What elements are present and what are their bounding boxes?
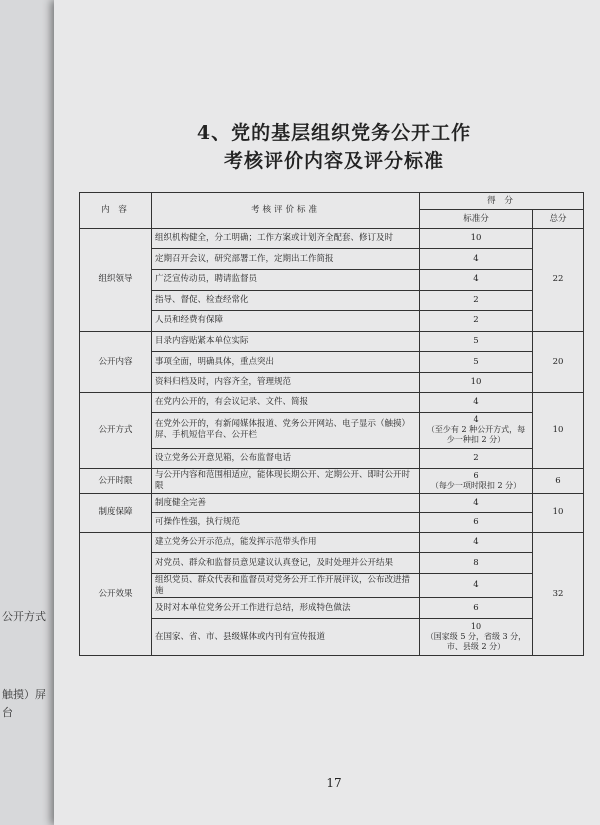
standard-score: 6 <box>473 470 479 480</box>
header-standard: 标准分 <box>420 210 533 228</box>
criteria-cell: 及时对本单位党务公开工作进行总结，形成特色做法 <box>152 598 420 619</box>
criteria-cell: 定期召开会议，研究部署工作，定期出工作简报 <box>152 249 420 270</box>
standard-score: 4 <box>420 532 533 553</box>
group-name: 制度保障 <box>80 493 152 532</box>
underlying-text: 台 <box>2 706 13 719</box>
group-total: 10 <box>533 393 584 469</box>
group-name: 公开时限 <box>80 469 152 494</box>
group-total: 32 <box>533 532 584 655</box>
criteria-cell: 在国家、省、市、县级媒体或内刊有宣传报道 <box>152 618 420 655</box>
standard-score: 4 <box>420 493 533 513</box>
criteria-cell: 人员和经费有保障 <box>152 311 420 332</box>
underlying-text: 公开方式 <box>2 610 46 623</box>
table-row <box>80 412 584 448</box>
table-row <box>80 269 584 290</box>
criteria-cell: 广泛宣传动员，聘请监督员 <box>152 269 420 290</box>
score-note: （每少一项时限扣 2 分） <box>430 480 522 490</box>
table-row <box>80 573 584 598</box>
standard-score: 4 <box>420 393 533 413</box>
table-row <box>80 553 584 574</box>
criteria-cell: 指导、督促、检查经常化 <box>152 290 420 311</box>
standard-score: 10 <box>470 621 482 631</box>
standard-score: 2 <box>420 448 533 469</box>
standard-score: 5 <box>420 352 533 373</box>
standard-score: 6 <box>420 598 533 619</box>
standard-score: 4 <box>420 573 533 598</box>
standard-score: 2 <box>420 311 533 332</box>
standard-score: 8 <box>420 553 533 574</box>
criteria-cell: 事项全面，明确具体，重点突出 <box>152 352 420 373</box>
table-row <box>80 352 584 373</box>
header-content: 内 容 <box>80 193 152 229</box>
standard-score: 6 <box>420 513 533 533</box>
standard-score-with-note <box>420 469 533 494</box>
standard-score: 10 <box>420 228 533 249</box>
standard-score: 4 <box>420 269 533 290</box>
standard-score-with-note <box>420 618 533 655</box>
table-row <box>80 249 584 270</box>
group-total: 10 <box>533 493 584 532</box>
group-name: 组织领导 <box>80 228 152 331</box>
document-page <box>54 0 600 825</box>
table-header-row <box>80 193 584 210</box>
group-total: 20 <box>533 331 584 393</box>
header-total: 总分 <box>533 210 584 228</box>
criteria-cell: 组织机构健全，分工明确；工作方案或计划齐全配套、修订及时 <box>152 228 420 249</box>
standard-score: 5 <box>420 331 533 352</box>
standard-score: 10 <box>420 372 533 393</box>
table-row <box>80 532 584 553</box>
standard-score: 2 <box>420 290 533 311</box>
table-row <box>80 493 584 513</box>
page-subtitle: 考核评价内容及评分标准 <box>223 150 444 172</box>
table-row <box>80 393 584 413</box>
criteria-cell: 建立党务公开示范点，能发挥示范带头作用 <box>152 532 420 553</box>
criteria-cell: 在党外公开的，有新闻媒体报道、党务公开网站、电子显示（触摸）屏、手机短信平台、公开栏 <box>152 412 420 448</box>
criteria-cell: 设立党务公开意见箱，公布监督电话 <box>152 448 420 469</box>
criteria-cell: 目录内容贴紧本单位实际 <box>152 331 420 352</box>
table-row <box>80 331 584 352</box>
group-name: 公开方式 <box>80 393 152 469</box>
criteria-cell: 组织党员、群众代表和监督员对党务公开工作开展评议，公布改进措施 <box>152 573 420 598</box>
standard-score-with-note <box>420 412 533 448</box>
criteria-cell: 对党员、群众和监督员意见建议认真登记，及时处理并公开结果 <box>152 553 420 574</box>
table-row <box>80 448 584 469</box>
table-row <box>80 513 584 533</box>
criteria-cell: 资料归档及时，内容齐全，管理规范 <box>152 372 420 393</box>
group-total: 6 <box>533 469 584 494</box>
table-row <box>80 290 584 311</box>
table-row <box>80 372 584 393</box>
table-row <box>80 228 584 249</box>
score-note: （国家级 5 分，省级 3 分，市、县级 2 分） <box>425 631 527 651</box>
criteria-cell: 可操作性强，执行规范 <box>152 513 420 533</box>
group-total: 22 <box>533 228 584 331</box>
standard-score: 4 <box>420 249 533 270</box>
standard-score: 4 <box>473 415 479 425</box>
group-name: 公开效果 <box>80 532 152 655</box>
criteria-cell: 与公开内容和范围相适应，能体现长期公开、定期公开、即时公开时限 <box>152 469 420 494</box>
header-score: 得 分 <box>420 193 584 210</box>
table-row <box>80 311 584 332</box>
page-number: 17 <box>326 776 342 790</box>
table-row <box>80 618 584 655</box>
page-title: 4、党的基层组织党务公开工作 <box>196 122 472 144</box>
score-note: （至少有 2 种公开方式，每少一种扣 2 分） <box>426 425 526 445</box>
criteria-cell: 制度健全完善 <box>152 493 420 513</box>
evaluation-table <box>79 192 584 656</box>
table-row <box>80 469 584 494</box>
criteria-cell: 在党内公开的，有会议记录、文件、简报 <box>152 393 420 413</box>
header-criteria: 考核评价标准 <box>152 193 420 229</box>
table-row <box>80 598 584 619</box>
underlying-text: 触摸）屏 <box>2 688 46 701</box>
group-name: 公开内容 <box>80 331 152 393</box>
